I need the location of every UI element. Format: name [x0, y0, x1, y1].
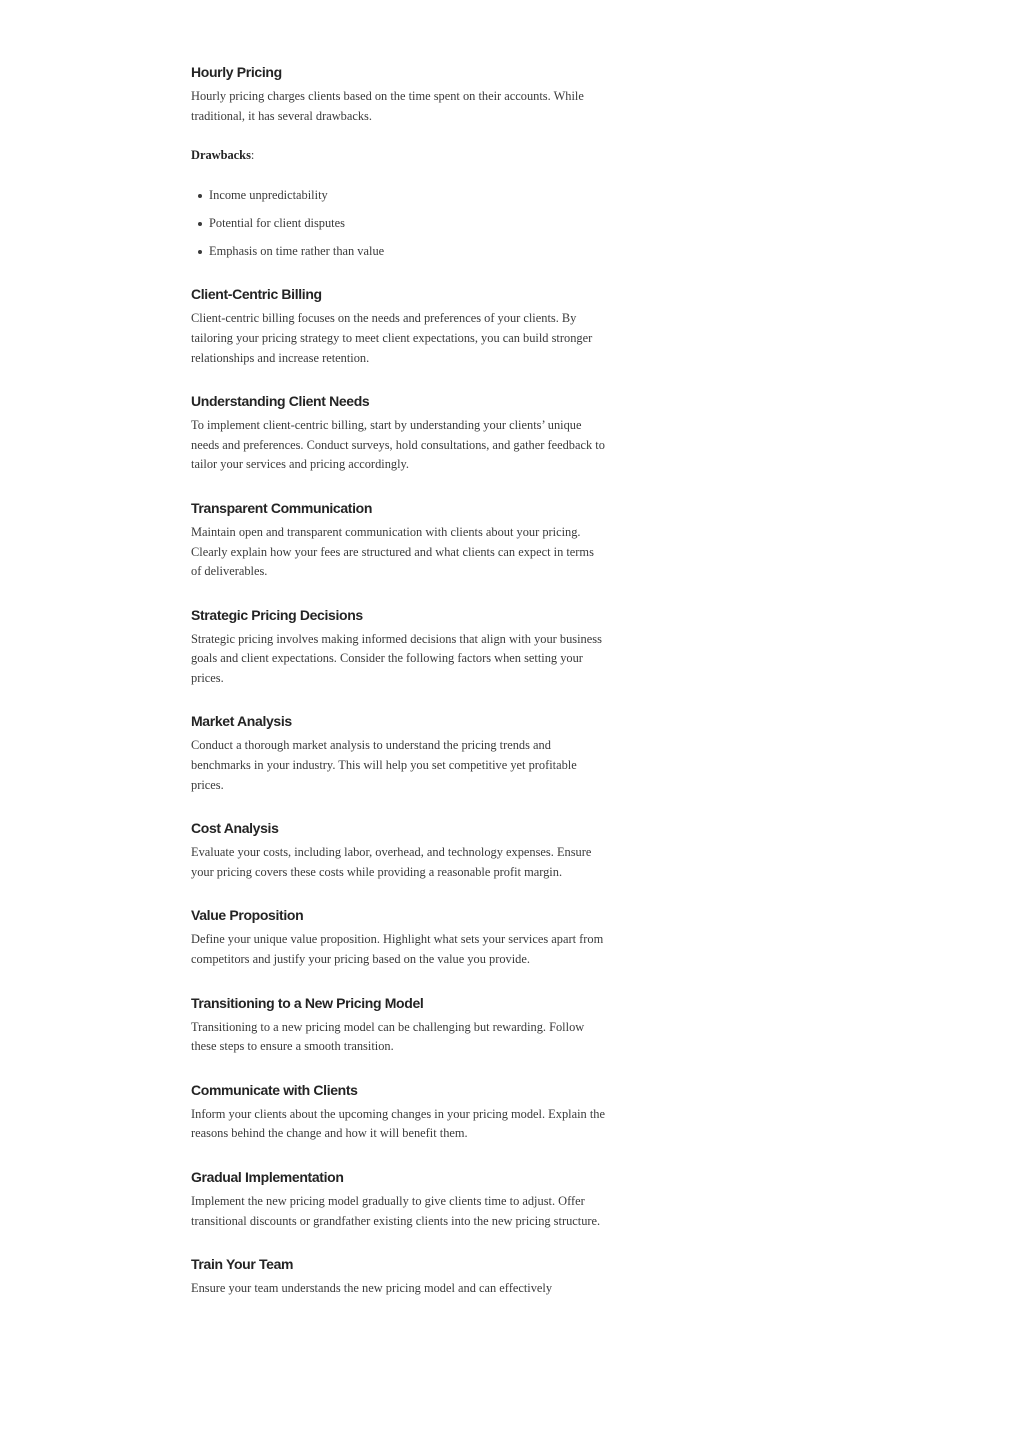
section-paragraph: Define your unique value proposition. Highlight what sets your services apart from competitors and justify your pricing based on the value you provide. — [191, 932, 604, 967]
bullet-icon — [198, 194, 202, 198]
section-heading: Strategic Pricing Decisions — [191, 606, 363, 623]
section-understanding-client-needs — [191, 391, 607, 475]
section-train-your-team — [191, 1254, 607, 1299]
section-paragraph: Transitioning to a new pricing model can be challenging but rewarding. Follow these steps to ensure a smooth transition. — [191, 1019, 585, 1054]
section-paragraph: Client-centric billing focuses on the needs and preferences of your clients. By tailoring your pricing strategy to meet client expectations, you can build stronger relationships and increase retention. — [191, 311, 593, 365]
drawbacks-label — [191, 146, 607, 166]
section-paragraph: Evaluate your costs, including labor, overhead, and technology expenses. Ensure your pricing covers these costs while providing a reasonable profit margin. — [191, 845, 592, 879]
section-heading: Market Analysis — [191, 713, 292, 730]
section-paragraph: Implement the new pricing model gradually to give clients time to adjust. Offer transitional discounts or grandfather existing clients into the new pricing structure. — [191, 1194, 601, 1228]
section-heading: Cost Analysis — [191, 820, 279, 837]
section-heading: Communicate with Clients — [191, 1081, 358, 1098]
bullet-icon — [198, 250, 202, 254]
section-heading: Hourly Pricing — [191, 64, 282, 80]
article-body — [191, 62, 607, 1299]
section-paragraph: Inform your clients about the upcoming changes in your pricing model. Explain the reasons behind the change and how it will benefit them. — [191, 1106, 605, 1141]
section-value-proposition — [191, 905, 607, 969]
section-paragraph: Hourly pricing charges clients based on the time spent on their accounts. While traditional, it has several drawbacks. — [191, 89, 584, 123]
section-heading: Understanding Client Needs — [191, 393, 370, 410]
section-paragraph: To implement client-centric billing, start by understanding your clients’ unique needs and preferences. Conduct surveys, hold consultations, and gather feedback to tailor your services and pricing accordingly. — [191, 418, 605, 472]
section-hourly-pricing — [191, 62, 607, 261]
section-cost-analysis — [191, 818, 607, 882]
section-paragraph: Conduct a thorough market analysis to understand the pricing trends and benchmarks in your industry. This will help you set competitive yet profitable prices. — [191, 738, 577, 792]
section-paragraph: Strategic pricing involves making informed decisions that align with your business goals and client expectations. Consider the following factors when setting your prices. — [191, 631, 602, 685]
drawbacks-list — [191, 186, 607, 262]
section-transparent-communication — [191, 498, 607, 582]
section-client-centric-billing — [191, 284, 607, 368]
list-item-text: Income unpredictability — [209, 187, 328, 202]
section-transitioning-new-pricing-model — [191, 993, 607, 1057]
list-item — [191, 186, 607, 206]
list-item-text: Emphasis on time rather than value — [209, 243, 385, 258]
drawbacks-label-text: Drawbacks — [191, 148, 251, 163]
list-item — [191, 214, 607, 234]
section-market-analysis — [191, 711, 607, 795]
section-heading: Transitioning to a New Pricing Model — [191, 994, 424, 1011]
section-paragraph: Maintain open and transparent communication with clients about your pricing. Clearly explain how your fees are structured and what clients can expect in terms of deliverables. — [191, 524, 594, 579]
section-heading: Train Your Team — [191, 1256, 294, 1273]
section-heading: Value Proposition — [191, 907, 304, 924]
section-heading: Client-Centric Billing — [191, 286, 322, 303]
list-item — [191, 242, 607, 262]
bullet-icon — [198, 222, 202, 226]
section-heading: Gradual Implementation — [191, 1169, 344, 1185]
section-communicate-with-clients — [191, 1080, 607, 1144]
section-strategic-pricing-decisions — [191, 605, 607, 689]
section-paragraph: Ensure your team understands the new pricing model and can effectively — [191, 1281, 553, 1296]
section-heading: Transparent Communication — [191, 499, 373, 516]
list-item-text: Potential for client disputes — [209, 215, 345, 230]
section-gradual-implementation — [191, 1167, 607, 1231]
drawbacks-label-colon: : — [250, 148, 255, 163]
